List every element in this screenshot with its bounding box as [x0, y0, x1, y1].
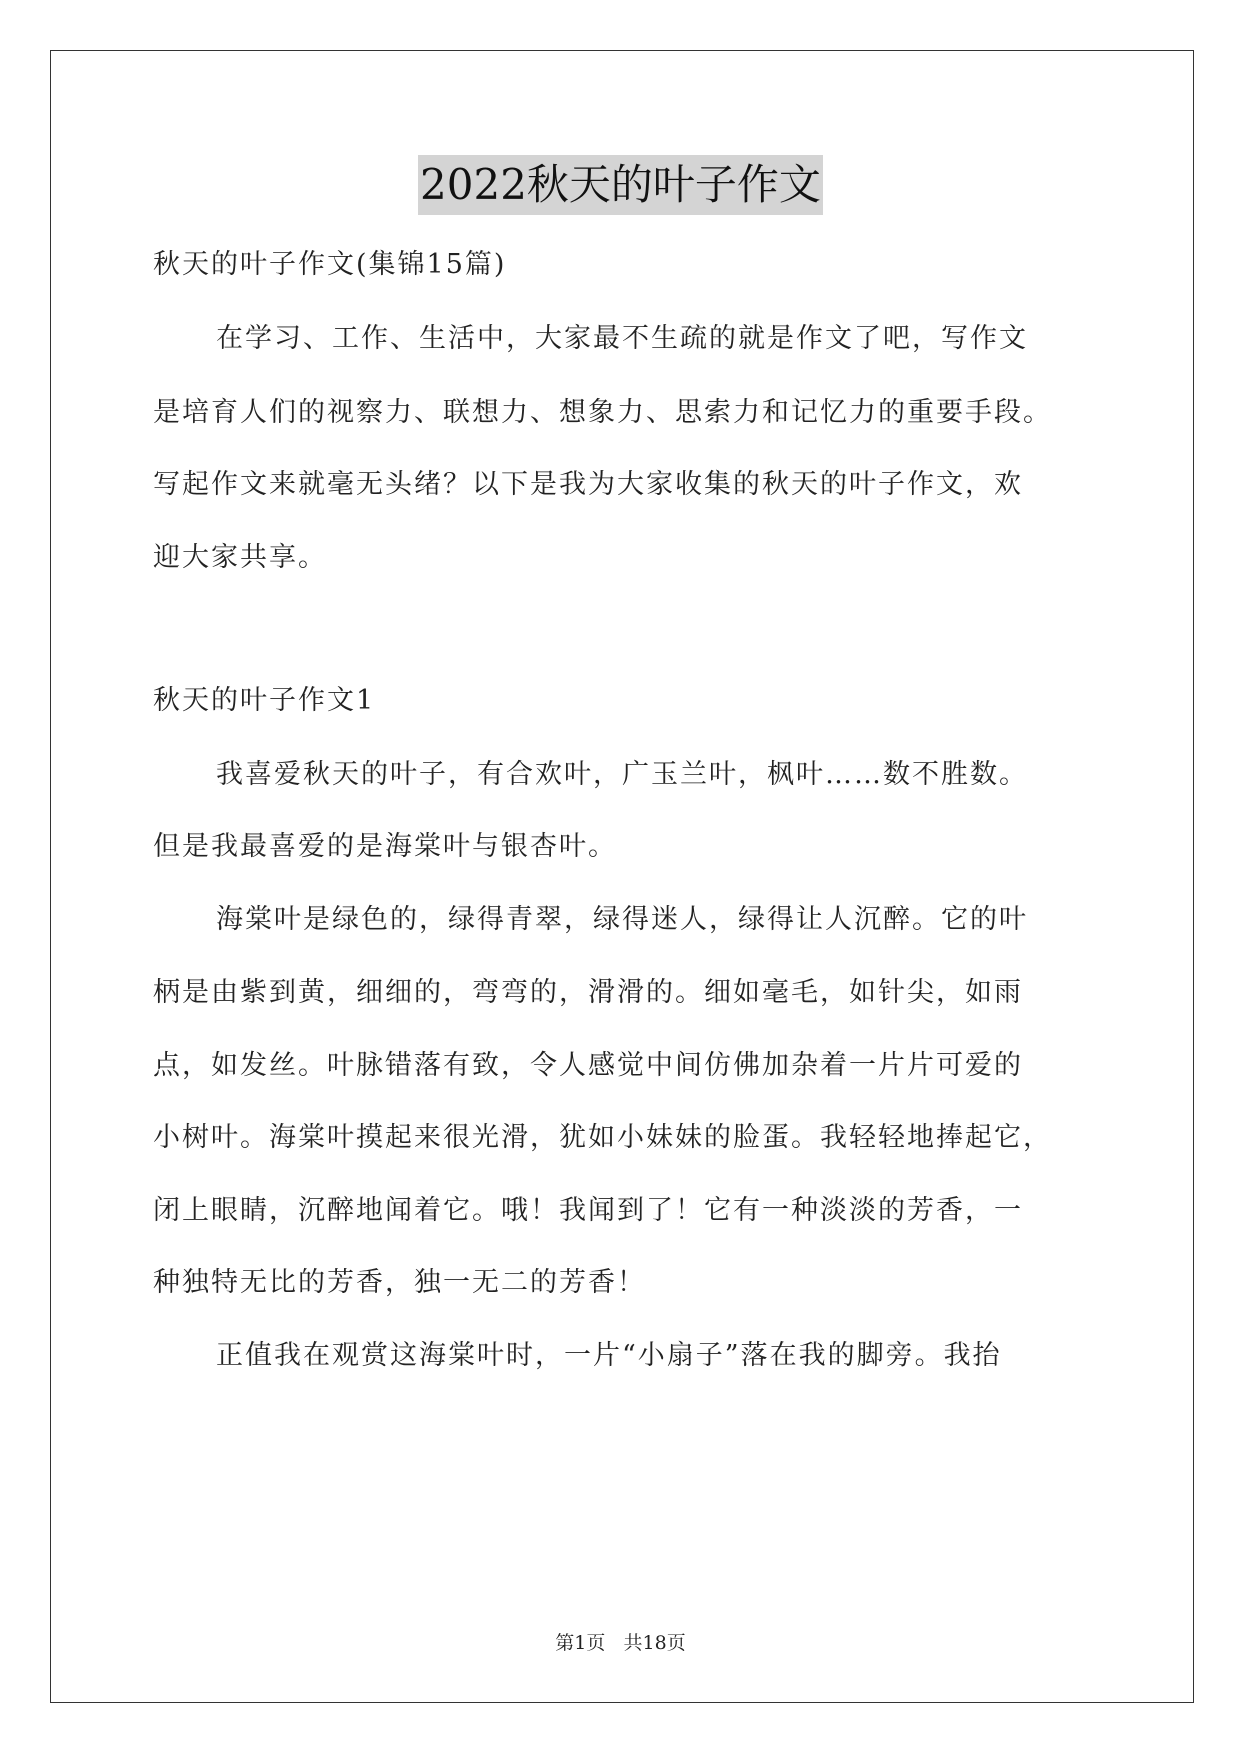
intro-line-1: 在学习、工作、生活中，大家最不生疏的就是作文了吧，写作文: [216, 323, 1028, 354]
intro-line-2: 是培育人们的视察力、联想力、想象力、思索力和记忆力的重要手段。: [153, 397, 1052, 428]
page-number: 第1页: [555, 1632, 606, 1654]
paragraph1-line-2: 但是我最喜爱的是海棠叶与银杏叶。: [153, 831, 617, 862]
intro-line-3: 写起作文来就毫无头绪？以下是我为大家收集的秋天的叶子作文，欢: [153, 469, 1023, 500]
page-footer: [0, 1628, 1241, 1655]
paragraph2-line-2: 柄是由紫到黄，细细的，弯弯的，滑滑的。细如毫毛，如针尖，如雨: [153, 977, 1023, 1008]
paragraph2-line-3: 点，如发丝。叶脉错落有致，令人感觉中间仿佛加杂着一片片可爱的: [153, 1050, 1023, 1081]
document-title: 2022秋天的叶子作文: [418, 155, 823, 215]
title-container: [0, 155, 1241, 215]
section-heading: 秋天的叶子作文1: [153, 685, 376, 716]
paragraph1-line-1: 我喜爱秋天的叶子，有合欢叶，广玉兰叶，枫叶……数不胜数。: [216, 759, 1028, 790]
paragraph2-line-4: 小树叶。海棠叶摸起来很光滑，犹如小妹妹的脸蛋。我轻轻地捧起它，: [153, 1122, 1052, 1153]
document-subtitle: 秋天的叶子作文(集锦15篇): [153, 249, 507, 280]
paragraph3-line-1: 正值我在观赏这海棠叶时，一片“小扇子”落在我的脚旁。我抬: [216, 1340, 1002, 1371]
paragraph2-line-5: 闭上眼睛，沉醉地闻着它。哦！我闻到了！它有一种淡淡的芳香，一: [153, 1195, 1023, 1226]
intro-line-4: 迎大家共享。: [153, 542, 327, 573]
paragraph2-line-6: 种独特无比的芳香，独一无二的芳香！: [153, 1267, 646, 1298]
page-total: 共18页: [623, 1632, 686, 1654]
page-border: [50, 50, 1194, 1703]
paragraph2-line-1: 海棠叶是绿色的，绿得青翠，绿得迷人，绿得让人沉醉。它的叶: [216, 904, 1028, 935]
